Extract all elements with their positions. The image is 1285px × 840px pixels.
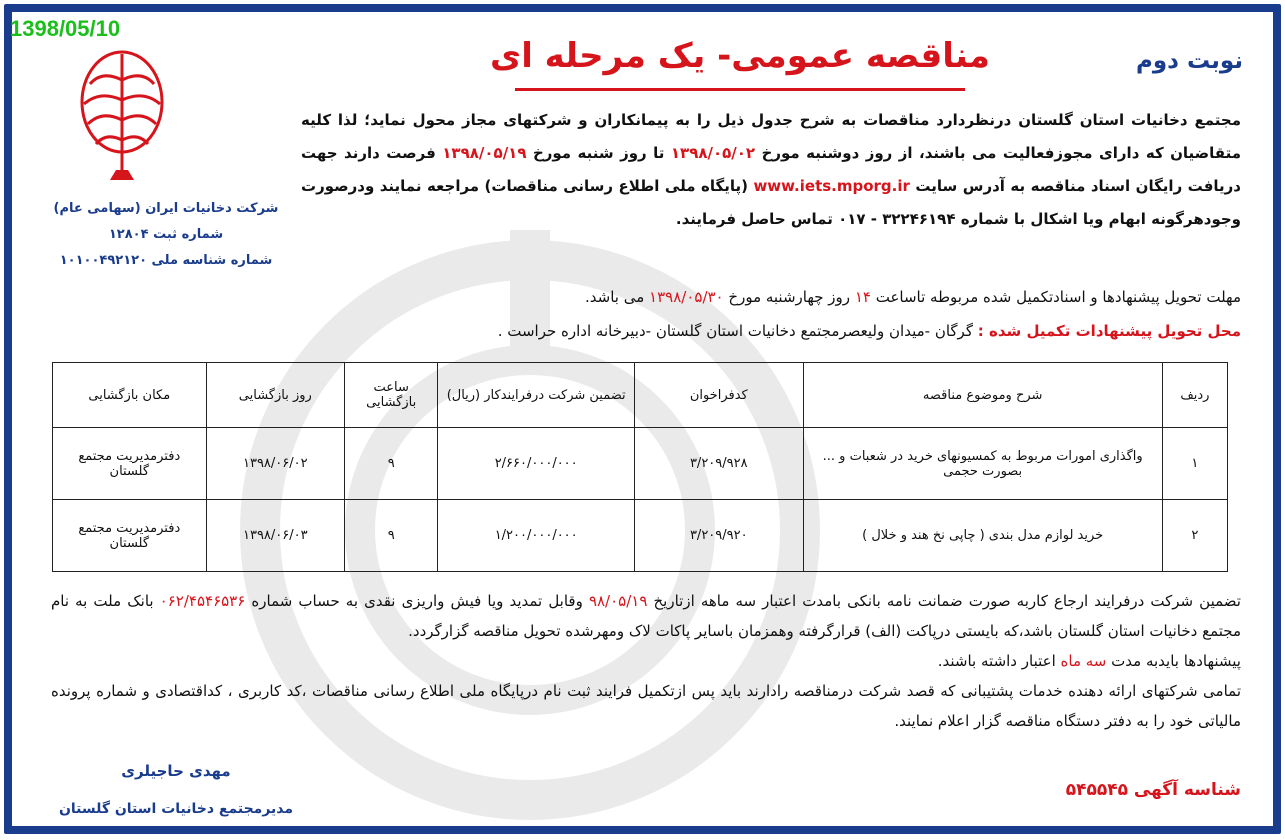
signer-name: مهدی حاجیلری (121, 762, 231, 780)
header-code: کدفراخوان (635, 363, 804, 428)
intro-text: تا روز شنبه مورخ (532, 144, 665, 162)
company-name: شرکت دخانیات ایران (سهامی عام) (53, 201, 279, 216)
validity-duration: سه ماه (1060, 652, 1107, 670)
cell-row-number: ۱ (1162, 428, 1227, 500)
note-text: بانک ملت به نام مجتمع دخانیات استان گلستان باشد،که بایستی درپاکت (الف) قرارگرفته وهمزمان باسایر پاکات لاک ومهرشده تحویل مناقصه گزارگردد. (51, 592, 1241, 640)
cell-description: خرید لوازم مدل بندی ( چاپی نخ هند و خلال ) (803, 500, 1162, 572)
guarantee-date: ۹۸/۰۵/۱۹ (588, 592, 648, 610)
delivery-place (61, 318, 1241, 344)
cell-hour: ۹ (345, 500, 438, 572)
intro-text: مجتمع دخانیات استان گلستان درنظردارد مناقصات به شرح جدول ذیل را به پیمانکاران و شرکتهای مجاز محول نماید؛ لذا کلیه متقاضیان که دارای مجوزفعالیت می باشند، از روز دوشنبه مورخ (301, 111, 1242, 162)
website-link[interactable]: www.iets.mporg.ir (753, 177, 910, 195)
cell-code: ۳/۲۰۹/۹۲۸ (635, 428, 804, 500)
company-info (36, 196, 296, 274)
deadline-hour: ۱۴ (854, 288, 871, 306)
cell-description: واگذاری امورات مربوط به کمسیونهای خرید در شعبات و ... بصورت حجمی (803, 428, 1162, 500)
table-row (53, 428, 1228, 500)
note-text: پیشنهادها بایدبه مدت (1111, 652, 1241, 670)
date-to: ۱۳۹۸/۰۵/۱۹ (442, 144, 527, 162)
date-from: ۱۳۹۸/۰۵/۰۲ (670, 144, 756, 162)
cell-place: دفترمدیریت مجتمع گلستان (53, 428, 207, 500)
deadline-date: ۱۳۹۸/۰۵/۳۰ (649, 288, 724, 306)
intro-paragraph (301, 104, 1241, 236)
signer-block (46, 752, 306, 828)
deadline-text: می باشد. (585, 288, 645, 306)
registration-note: تمامی شرکتهای ارائه دهنده خدمات پشتیبانی که قصد شرکت درمناقصه رادارند باید پس ازتکمیل فرایند ثبت نام درپایگاه ملی اطلاع رسانی مناقصات ،کد کاربری ، کداقتصادی و شماره پرونده مالیاتی خود را به دفتر دستگاه مناقصه گزار اعلام نمایند. (51, 682, 1241, 730)
header-place: مکان بازگشایی (53, 363, 207, 428)
deadline-line (61, 284, 1241, 310)
ad-identifier: شناسه آگهی ۵۴۵۵۴۵ (1065, 780, 1241, 800)
cell-guarantee: ۱/۲۰۰/۰۰۰/۰۰۰ (438, 500, 635, 572)
table-row (53, 500, 1228, 572)
cell-day: ۱۳۹۸/۰۶/۰۲ (206, 428, 344, 500)
table-header-row (53, 363, 1228, 428)
title-underline (515, 88, 965, 91)
cell-place: دفترمدیریت مجتمع گلستان (53, 500, 207, 572)
page-title: مناقصه عمومی- یک مرحله ای (490, 36, 990, 76)
cell-guarantee: ۲/۶۶۰/۰۰۰/۰۰۰ (438, 428, 635, 500)
cell-hour: ۹ (345, 428, 438, 500)
cell-day: ۱۳۹۸/۰۶/۰۳ (206, 500, 344, 572)
cell-row-number: ۲ (1162, 500, 1227, 572)
note-text: اعتبار داشته باشند. (937, 652, 1056, 670)
note-text: وقابل تمدید ویا فیش واریزی نقدی به حساب شماره (251, 592, 583, 610)
deadline-text: مهلت تحویل پیشنهادها و اسنادتکمیل شده مربوطه تاساعت (875, 288, 1241, 306)
cell-code: ۳/۲۰۹/۹۲۰ (635, 500, 804, 572)
note-text: تضمین شرکت درفرایند ارجاع کاربه صورت ضمانت نامه بانکی بامدت اعتبار سه ماهه ازتاریخ (653, 592, 1241, 610)
company-national-id: شماره شناسه ملی ۱۰۱۰۰۴۹۲۱۲۰ (59, 253, 273, 268)
notes-section (51, 586, 1241, 736)
company-logo (72, 40, 172, 190)
intro-text: فرصت دارند جهت دریافت رایگان اسناد مناقصه به آدرس سایت (301, 144, 1241, 195)
publication-turn: نوبت دوم (1135, 48, 1243, 74)
signer-role: مدیرمجتمع دخانیات استان گلستان (58, 801, 294, 817)
header-description: شرح وموضوع مناقصه (803, 363, 1162, 428)
delivery-place-value: گرگان -میدان ولیعصرمجتمع دخانیات استان گلستان -دبیرخانه اداره حراست . (497, 322, 973, 340)
validity-note (51, 646, 1241, 676)
account-number: ۰۶۲/۴۵۴۶۵۳۶ (159, 592, 246, 610)
header-guarantee: تضمین شرکت درفرایندکار (ریال) (438, 363, 635, 428)
intro-text: (پایگاه ملی اطلاع رسانی مناقصات) مراجعه نمایند ودرصورت وجودهرگونه ابهام ویا اشکال با شماره ۳۲۲۴۶۱۹۴ - ۰۱۷ تماس حاصل فرمایند. (301, 177, 1241, 228)
tender-table (52, 362, 1228, 572)
header-day: روز بازگشایی (206, 363, 344, 428)
header-row-number: ردیف (1162, 363, 1227, 428)
guarantee-note (51, 586, 1241, 646)
deadline-text: روز چهارشنبه مورخ (728, 288, 851, 306)
delivery-place-label: محل تحویل پیشنهادات تکمیل شده : (977, 322, 1241, 340)
company-registration: شماره ثبت ۱۲۸۰۴ (108, 227, 224, 242)
header-hour: ساعت بازگشایی (345, 363, 438, 428)
date-stamp: 1398/05/10 (10, 16, 121, 41)
